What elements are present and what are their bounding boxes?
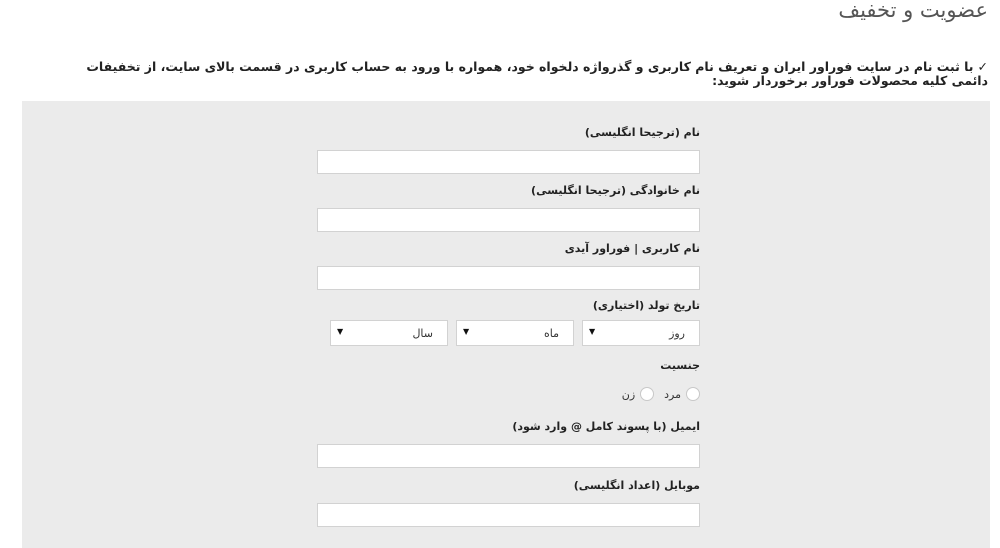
gender-radios xyxy=(612,386,700,402)
gender-label: جنسیت xyxy=(660,359,700,372)
intro-text: با ثبت نام در سایت فوراور ایران و تعریف نام کاربری و گذرواژه دلخواه خود، همواره با ورود به حساب کاربری در قسمت بالای سایت، از تخفیفات دائمی کلیه محصولات فوراور برخوردار شوید: xyxy=(86,59,988,88)
mobile-input[interactable] xyxy=(317,503,700,527)
dropdown-arrow-icon: ▼ xyxy=(589,327,596,336)
day-select[interactable] xyxy=(582,320,700,346)
dropdown-arrow-icon: ▼ xyxy=(463,327,470,336)
last-name-input[interactable] xyxy=(317,208,700,232)
email-input[interactable] xyxy=(317,444,700,468)
gender-female-label: زن xyxy=(621,387,636,401)
birthdate-selects xyxy=(327,320,700,346)
username-input[interactable] xyxy=(317,266,700,290)
month-select-value: ماه xyxy=(543,327,559,340)
last-name-field xyxy=(317,183,700,232)
mobile-label: موبایل (اعداد انگلیسی) xyxy=(573,479,700,492)
birthdate-label: تاریخ تولد (اختیاری) xyxy=(592,299,700,312)
registration-form xyxy=(22,101,990,548)
year-select[interactable] xyxy=(330,320,448,346)
birthdate-field xyxy=(317,298,700,314)
intro-text-block xyxy=(48,60,988,88)
gender-male-label: مرد xyxy=(664,387,681,401)
year-select-value: سال xyxy=(412,327,433,340)
first-name-label: نام (ترجیحا انگلیسی) xyxy=(584,126,700,139)
checkmark-icon: ✓ xyxy=(977,59,988,74)
email-field xyxy=(317,419,700,468)
gender-female-radio[interactable] xyxy=(640,387,654,401)
email-label: ایمیل (با پسوند کامل @ وارد شود) xyxy=(512,420,700,433)
dropdown-arrow-icon: ▼ xyxy=(337,327,344,336)
month-select[interactable] xyxy=(456,320,574,346)
username-label: نام کاربری | فوراور آیدی xyxy=(564,242,700,255)
mobile-field xyxy=(317,478,700,527)
day-select-value: روز xyxy=(669,327,685,340)
last-name-label: نام خانوادگی (ترجیحا انگلیسی) xyxy=(531,184,700,197)
gender-field xyxy=(317,358,700,374)
first-name-input[interactable] xyxy=(317,150,700,174)
gender-male-radio[interactable] xyxy=(686,387,700,401)
first-name-field xyxy=(317,125,700,174)
username-field xyxy=(317,241,700,290)
page-title: عضویت و تخفیف xyxy=(838,0,988,22)
